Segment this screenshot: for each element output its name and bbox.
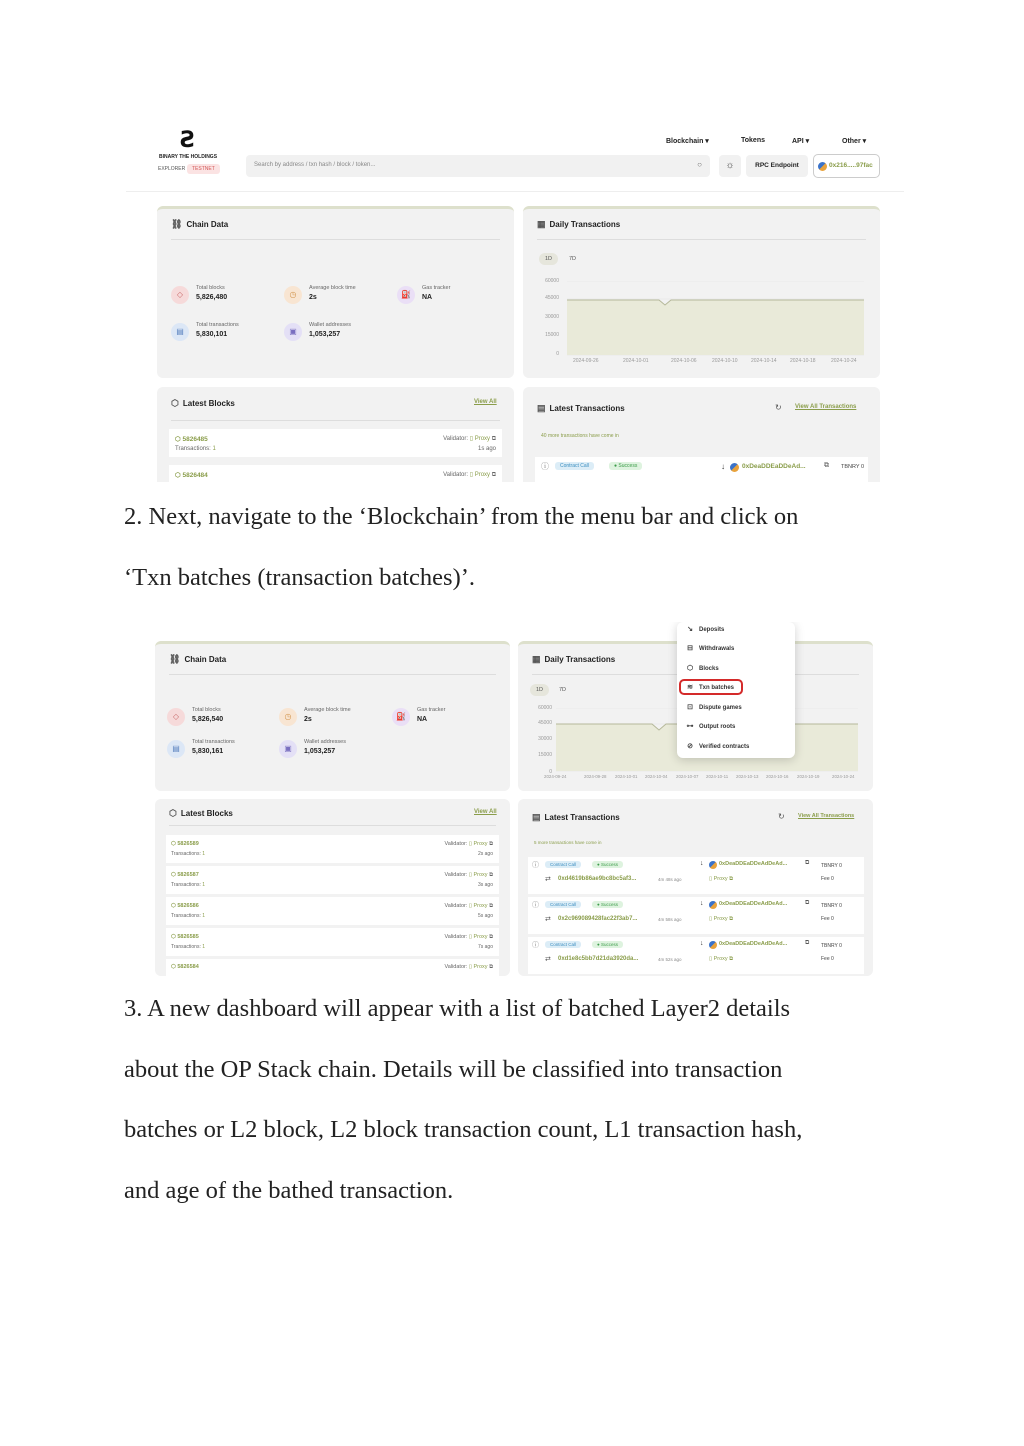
daily-transactions-card bbox=[523, 206, 880, 378]
x-tick: 2024-10-14 bbox=[751, 358, 777, 364]
stat-gas-tracker bbox=[397, 284, 507, 308]
latest-transactions-card bbox=[523, 387, 880, 482]
list-icon: ▤ bbox=[537, 403, 546, 413]
divider bbox=[169, 674, 496, 675]
wallet-icon: ▣ bbox=[284, 323, 302, 341]
block-row[interactable] bbox=[166, 835, 499, 863]
y-tick: 30000 bbox=[545, 314, 559, 320]
range-7d-pill[interactable]: 7D bbox=[559, 687, 567, 693]
tree-icon: ⊶ bbox=[686, 723, 694, 730]
success-tag: ● Success bbox=[592, 861, 623, 868]
contract-call-tag: Contract Call bbox=[545, 861, 581, 868]
copy-icon[interactable]: ⧉ bbox=[824, 462, 829, 469]
robot-icon: ⊡ bbox=[687, 704, 693, 711]
search-placeholder: Search by address / txn hash / block / token... bbox=[254, 162, 376, 168]
clock-icon: ◷ bbox=[284, 286, 302, 304]
block-row[interactable] bbox=[166, 897, 499, 925]
divider bbox=[169, 825, 496, 826]
wallet-address: 0x216.....97fac bbox=[829, 162, 873, 169]
stat-label: Total blocks bbox=[192, 707, 221, 713]
withdraw-icon: ⊟ bbox=[687, 645, 693, 652]
doc-icon: ▯ bbox=[469, 436, 474, 442]
latest-blocks-card bbox=[155, 799, 510, 976]
text-line: ‘Txn batches (transaction batches)’. bbox=[124, 563, 476, 591]
view-all-blocks-link[interactable]: View All bbox=[474, 399, 497, 405]
x-tick: 2024-10-06 bbox=[671, 358, 697, 364]
refresh-icon[interactable]: ↻ bbox=[778, 812, 785, 821]
stat-value: 2s bbox=[304, 716, 312, 723]
block-age: 3s ago bbox=[477, 882, 493, 888]
success-tag: ● Success bbox=[609, 462, 642, 470]
arrow-down-icon: ↓ bbox=[700, 860, 704, 867]
proxy-link[interactable]: ▯ Proxy ⧉ bbox=[709, 876, 734, 882]
doc-icon: ▯ bbox=[468, 872, 472, 878]
chain-data-title: ⛓ Chain Data bbox=[169, 654, 227, 664]
menu-item-blocks[interactable]: ⬡ Blocks bbox=[686, 665, 719, 672]
success-tag: ● Success bbox=[592, 901, 623, 908]
proxy-link[interactable]: ▯ Proxy ⧉ bbox=[709, 916, 734, 922]
block-validator: Validator: ▯ Proxy ⧉ bbox=[444, 964, 493, 970]
logo-b-icon: Ƨ bbox=[180, 128, 196, 153]
copy-icon[interactable]: ⧉ bbox=[489, 872, 493, 878]
daily-transactions-title: ▦ Daily Transactions bbox=[532, 654, 616, 664]
swap-icon: ⇄ bbox=[545, 916, 551, 923]
range-1d-pill[interactable]: 1D bbox=[530, 684, 549, 696]
stat-total-transactions bbox=[167, 738, 277, 762]
layers-icon: ≋ bbox=[687, 684, 693, 691]
wallet-icon: ▣ bbox=[279, 740, 297, 758]
x-tick: 2024-10-24 bbox=[832, 774, 855, 779]
block-number[interactable]: ⬡ 5826485 bbox=[175, 436, 208, 443]
copy-icon[interactable]: ⧉ bbox=[805, 860, 810, 866]
transaction-row[interactable] bbox=[528, 937, 864, 974]
stat-avg-block-time bbox=[284, 284, 394, 308]
block-number[interactable]: ⬡ 5826589 bbox=[171, 841, 199, 847]
x-tick: 2024-10-18 bbox=[790, 358, 816, 364]
chart-icon: ▦ bbox=[537, 219, 546, 229]
latest-transactions-title: ▤ Latest Transactions bbox=[532, 812, 620, 822]
y-tick: 30000 bbox=[538, 736, 552, 742]
arrow-down-icon: ↓ bbox=[700, 940, 704, 947]
doc-icon: ▯ bbox=[468, 964, 472, 970]
stat-label: Total transactions bbox=[192, 739, 235, 745]
wallet-avatar-icon bbox=[818, 162, 827, 171]
search-input[interactable] bbox=[246, 155, 710, 177]
stat-label: Wallet addresses bbox=[309, 322, 351, 328]
text-line: 3. A new dashboard will appear with a list of batched Layer2 details bbox=[124, 995, 791, 1022]
block-row[interactable] bbox=[169, 465, 502, 482]
logo-text: BINARY THE HOLDINGS bbox=[158, 154, 218, 160]
block-number[interactable]: ⬡ 5826586 bbox=[171, 903, 199, 909]
text-line: 2. Next, navigate to the ‘Blockchain’ from the menu bar and click on bbox=[124, 503, 799, 530]
transactions-icon: ▤ bbox=[167, 740, 185, 758]
range-7d-pill[interactable]: 7D bbox=[569, 256, 577, 262]
view-all-blocks-link[interactable]: View All bbox=[474, 809, 497, 815]
stat-total-transactions bbox=[171, 321, 281, 345]
block-validator: Validator: ▯ Proxy ⧉ bbox=[443, 436, 496, 442]
menu-item-deposits[interactable]: ↘ Deposits bbox=[685, 625, 724, 633]
x-tick: 2024-10-07 bbox=[676, 774, 699, 779]
x-tick: 2024-09-28 bbox=[584, 774, 607, 779]
y-tick: 15000 bbox=[538, 752, 552, 758]
block-tx-count: Transactions: 1 bbox=[171, 851, 205, 857]
testnet-badge: TESTNET bbox=[187, 164, 220, 174]
menu-item-output-roots[interactable]: ⊶ Output roots bbox=[686, 723, 736, 730]
block-validator: Validator: ▯ Proxy ⧉ bbox=[444, 841, 493, 847]
tx-hash[interactable]: 0xd1e8c5bb7d21da3920da... bbox=[558, 956, 639, 962]
token-value: TBNRY 0 bbox=[821, 903, 842, 909]
tx-age: 4m 52s ago bbox=[658, 957, 682, 962]
stat-label: Gas tracker bbox=[422, 285, 451, 291]
new-transactions-note[interactable]: 5 more transactions have come in bbox=[534, 840, 602, 845]
new-transactions-note[interactable]: 40 more transactions have come in bbox=[541, 433, 619, 439]
info-icon[interactable]: ⓘ bbox=[532, 902, 539, 909]
nav-api[interactable]: API ▾ bbox=[792, 138, 810, 145]
block-number[interactable]: ⬡ 5826587 bbox=[171, 872, 199, 878]
y-tick: 0 bbox=[549, 769, 552, 775]
block-row[interactable] bbox=[169, 429, 502, 457]
y-tick: 45000 bbox=[538, 720, 552, 726]
stat-wallet-addresses bbox=[284, 321, 394, 345]
view-all-transactions-link[interactable]: View All Transactions bbox=[795, 404, 857, 410]
x-tick: 2024-10-11 bbox=[706, 774, 729, 779]
refresh-icon[interactable]: ↻ bbox=[775, 403, 782, 412]
menu-item-txn-batches[interactable]: ≋ Txn batches bbox=[685, 683, 734, 691]
x-tick: 2024-10-04 bbox=[645, 774, 668, 779]
chain-data-title: ⛓ Chain Data bbox=[171, 219, 229, 229]
block-validator: Validator: ▯ Proxy ⧉ bbox=[444, 872, 493, 878]
tx-age: 4m 48s ago bbox=[658, 877, 682, 882]
check-circle-icon: ⊘ bbox=[687, 743, 693, 750]
stat-label: Wallet addresses bbox=[304, 739, 346, 745]
screenshot-blockchain-menu bbox=[126, 622, 904, 976]
block-row[interactable] bbox=[166, 928, 499, 956]
contract-call-tag: Contract Call bbox=[545, 941, 581, 948]
doc-icon: ▯ bbox=[468, 841, 472, 847]
doc-icon: ▯ bbox=[468, 934, 472, 940]
transaction-row[interactable] bbox=[535, 457, 868, 482]
latest-blocks-title: ⬡ Latest Blocks bbox=[169, 808, 233, 818]
menu-item-verified-contracts[interactable]: ⊘ Verified contracts bbox=[685, 742, 749, 750]
block-tx-count: Transactions: 1 bbox=[171, 882, 205, 888]
text-line: batches or L2 block, L2 block transaction count, L1 transaction hash, bbox=[124, 1116, 803, 1143]
x-tick: 2024-09-26 bbox=[573, 358, 599, 364]
gas-pump-icon: ⛽ bbox=[392, 708, 410, 726]
copy-icon[interactable]: ⧉ bbox=[489, 964, 493, 970]
proxy-link[interactable]: ▯ Proxy ⧉ bbox=[709, 956, 734, 962]
transaction-row[interactable] bbox=[528, 897, 864, 934]
fee-value: Fee 0 bbox=[821, 916, 834, 922]
rpc-endpoint-button[interactable]: RPC Endpoint bbox=[746, 155, 808, 177]
gas-pump-icon: ⛽ bbox=[397, 286, 415, 304]
arrow-down-icon: ↓ bbox=[721, 462, 725, 471]
screenshot-explorer-home bbox=[126, 124, 904, 482]
chain-icon: ⛓ bbox=[169, 654, 181, 664]
x-tick: 2024-10-24 bbox=[831, 358, 857, 364]
daily-transactions-title: ▦ Daily Transactions bbox=[537, 219, 621, 229]
address-avatar-icon bbox=[709, 941, 717, 949]
latest-transactions-card bbox=[518, 799, 873, 976]
x-tick: 2024-10-10 bbox=[712, 358, 738, 364]
latest-blocks-title: ⬡ Latest Blocks bbox=[171, 398, 235, 408]
chain-data-card bbox=[155, 641, 510, 791]
range-1d-pill[interactable]: 1D bbox=[539, 253, 558, 265]
block-tx-count: Transactions: 1 bbox=[171, 944, 205, 950]
token-value: TBNRY 0 bbox=[821, 863, 842, 869]
to-address[interactable]: 0xDeaDDEaDDeAdDeAd... bbox=[719, 861, 788, 867]
nav-tokens[interactable]: Tokens bbox=[741, 137, 765, 144]
fee-value: Fee 0 bbox=[821, 956, 834, 962]
to-address[interactable]: 0xDeaDDEaDDeAd... bbox=[742, 463, 806, 470]
stat-wallet-addresses bbox=[279, 738, 389, 762]
block-age: 1s ago bbox=[477, 446, 496, 452]
block-tx-count: Transactions: 1 bbox=[171, 913, 205, 919]
menu-item-dispute-games[interactable]: ⊡ Dispute games bbox=[685, 703, 742, 711]
arrow-down-right-icon: ↘ bbox=[687, 626, 693, 633]
brand-logo[interactable] bbox=[158, 128, 218, 160]
area-fill bbox=[567, 300, 864, 355]
x-tick: 2024-10-19 bbox=[797, 774, 820, 779]
step-3-paragraph bbox=[124, 979, 914, 1221]
nav-blockchain[interactable]: Blockchain ▾ bbox=[666, 138, 709, 145]
y-tick: 15000 bbox=[545, 332, 559, 338]
cube-icon: ⬡ bbox=[169, 808, 177, 818]
tx-hash[interactable]: 0x2c969089428fac22f3ab7... bbox=[558, 916, 638, 922]
stat-value: 5,826,480 bbox=[196, 294, 228, 301]
view-all-transactions-link[interactable]: View All Transactions bbox=[798, 813, 855, 819]
tx-hash[interactable]: 0xd4619b86ae9bc8bc5af3... bbox=[558, 876, 637, 882]
stat-gas-tracker bbox=[392, 706, 502, 730]
y-tick: 45000 bbox=[545, 295, 559, 301]
stat-total-blocks bbox=[167, 706, 277, 730]
stat-value: 1,053,257 bbox=[309, 331, 341, 338]
stat-label: Total transactions bbox=[196, 322, 239, 328]
info-icon[interactable]: ⓘ bbox=[541, 462, 549, 471]
copy-icon[interactable]: ⧉ bbox=[805, 900, 810, 906]
token-value: TBNRY 0 bbox=[841, 464, 865, 470]
token-value: TBNRY 0 bbox=[821, 943, 842, 949]
x-tick: 2024-10-13 bbox=[736, 774, 759, 779]
copy-icon[interactable]: ⧉ bbox=[491, 472, 496, 478]
cube-icon: ⬡ bbox=[171, 398, 179, 408]
info-icon[interactable]: ⓘ bbox=[532, 942, 539, 949]
block-validator: Validator: ▯ Proxy ⧉ bbox=[444, 903, 493, 909]
tx-age: 4m 58s ago bbox=[658, 917, 682, 922]
address-avatar-icon bbox=[709, 901, 717, 909]
stat-value: 2s bbox=[309, 294, 317, 301]
copy-icon[interactable]: ⧉ bbox=[491, 436, 496, 442]
chain-icon: ⛓ bbox=[171, 219, 183, 229]
contract-call-tag: Contract Call bbox=[545, 901, 581, 908]
block-age: 7s ago bbox=[477, 944, 493, 950]
swap-icon: ⇄ bbox=[545, 876, 551, 883]
x-tick: 2024-10-16 bbox=[766, 774, 789, 779]
wallet-button[interactable] bbox=[813, 154, 880, 178]
explorer-header bbox=[126, 124, 904, 192]
stat-value: 1,053,257 bbox=[304, 748, 336, 755]
doc-icon: ▯ bbox=[468, 903, 472, 909]
divider bbox=[171, 420, 500, 421]
nav-other[interactable]: Other ▾ bbox=[842, 138, 867, 145]
address-avatar-icon bbox=[709, 861, 717, 869]
text-line: and age of the bathed transaction. bbox=[124, 1176, 454, 1204]
cube-icon: ⬡ bbox=[686, 665, 694, 672]
stat-value: 5,830,161 bbox=[192, 748, 224, 755]
step-2-paragraph bbox=[124, 487, 914, 608]
doc-icon: ▯ bbox=[469, 472, 474, 478]
x-tick: 2024-10-01 bbox=[623, 358, 649, 364]
txn-batches-highlight bbox=[679, 679, 743, 695]
block-row[interactable] bbox=[166, 959, 499, 976]
cube-icon: ◇ bbox=[167, 708, 185, 726]
cube-icon: ◇ bbox=[171, 286, 189, 304]
stat-label: Average block time bbox=[309, 285, 356, 291]
transaction-row[interactable] bbox=[528, 857, 864, 894]
swap-icon: ⇄ bbox=[545, 956, 551, 963]
x-tick: 2024-09-24 bbox=[544, 774, 567, 779]
stat-label: Average block time bbox=[304, 707, 351, 713]
success-tag: ● Success bbox=[592, 941, 623, 948]
block-number[interactable]: ⬡ 5826484 bbox=[175, 472, 208, 479]
fee-value: Fee 0 bbox=[821, 876, 834, 882]
clock-icon: ◷ bbox=[279, 708, 297, 726]
copy-icon[interactable]: ⧉ bbox=[489, 903, 493, 909]
stat-total-blocks bbox=[171, 284, 281, 308]
text-line: about the OP Stack chain. Details will be classified into transaction bbox=[124, 1055, 783, 1083]
transactions-icon: ▤ bbox=[171, 323, 189, 341]
copy-icon[interactable]: ⧉ bbox=[805, 940, 810, 946]
block-number[interactable]: ⬡ 5826585 bbox=[171, 934, 199, 940]
arrow-down-icon: ↓ bbox=[700, 900, 704, 907]
stat-label: Total blocks bbox=[196, 285, 225, 291]
explorer-label: EXPLORER bbox=[158, 166, 186, 172]
stat-value: 5,830,101 bbox=[196, 331, 228, 338]
stat-value: NA bbox=[417, 716, 428, 723]
y-tick: 0 bbox=[556, 351, 559, 357]
stat-label: Gas tracker bbox=[417, 707, 446, 713]
contract-call-tag: Contract Call bbox=[555, 462, 594, 470]
block-age: 2s ago bbox=[477, 851, 493, 857]
divider bbox=[171, 239, 500, 240]
x-tick: 2024-10-01 bbox=[615, 774, 638, 779]
search-icon[interactable]: ○ bbox=[697, 160, 702, 169]
list-icon: ▤ bbox=[532, 812, 541, 822]
block-row[interactable] bbox=[166, 866, 499, 894]
stat-avg-block-time bbox=[279, 706, 389, 730]
latest-transactions-title: ▤ Latest Transactions bbox=[537, 403, 625, 413]
block-number[interactable]: ⬡ 5826584 bbox=[171, 964, 199, 970]
chain-data-card bbox=[157, 206, 514, 378]
stat-value: NA bbox=[422, 294, 433, 301]
y-tick: 60000 bbox=[538, 705, 552, 711]
stat-value: 5,826,540 bbox=[192, 716, 224, 723]
copy-icon[interactable]: ⧉ bbox=[489, 841, 493, 847]
menu-item-withdrawals[interactable]: ⊟ Withdrawals bbox=[685, 644, 734, 652]
to-address[interactable]: 0xDeaDDEaDDeAdDeAd... bbox=[719, 901, 788, 907]
block-age: 5s ago bbox=[477, 913, 493, 919]
info-icon[interactable]: ⓘ bbox=[532, 862, 539, 869]
y-tick: 60000 bbox=[545, 278, 559, 284]
block-validator: Validator: ▯ Proxy ⧉ bbox=[444, 934, 493, 940]
to-address[interactable]: 0xDeaDDEaDDeAdDeAd... bbox=[719, 941, 788, 947]
block-validator: Validator: ▯ Proxy ⧉ bbox=[443, 472, 496, 478]
divider bbox=[537, 239, 866, 240]
theme-toggle-sun-icon[interactable]: ☼ bbox=[719, 155, 741, 177]
daily-transactions-area-chart bbox=[567, 281, 864, 356]
latest-blocks-card bbox=[157, 387, 514, 482]
address-avatar-icon bbox=[730, 463, 739, 472]
block-tx-count: Transactions: 1 bbox=[175, 446, 216, 452]
blockchain-dropdown-menu bbox=[677, 622, 795, 758]
chart-icon: ▦ bbox=[532, 654, 541, 664]
copy-icon[interactable]: ⧉ bbox=[489, 934, 493, 940]
